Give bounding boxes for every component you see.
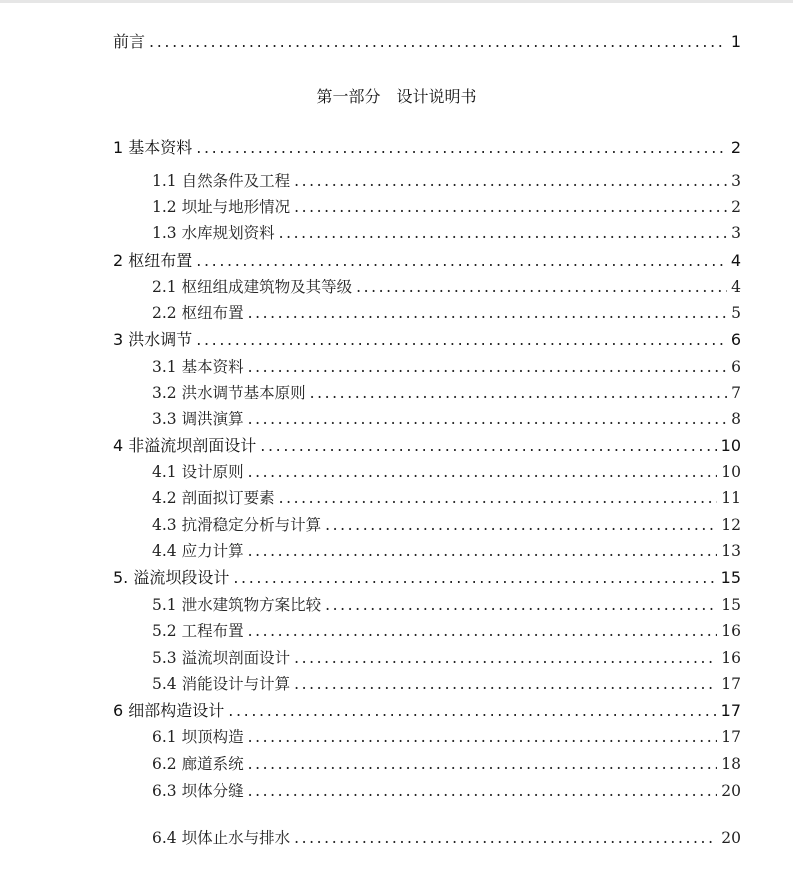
toc-dot-leader: [248, 302, 728, 324]
page-top-border: [0, 0, 793, 3]
toc-page-number: 2: [730, 138, 741, 157]
toc-dot-leader: [325, 514, 717, 536]
toc-entry-label: 3.1 基本资料: [152, 358, 244, 376]
toc-entry-label: 5. 溢流坝段设计: [113, 568, 230, 587]
toc-page-number: 10: [721, 463, 741, 481]
toc-page-number: 1: [730, 32, 741, 51]
toc-page-number: 5: [731, 304, 741, 322]
toc-chapter-entry[interactable]: [113, 567, 741, 589]
toc-entry-label: 5.4 消能设计与计算: [152, 675, 291, 693]
toc-subentry[interactable]: [152, 461, 741, 483]
toc-page-number: 8: [731, 410, 741, 428]
toc-subentry[interactable]: [152, 408, 741, 430]
toc-entry-label: 6 细部构造设计: [113, 701, 225, 720]
toc-dot-leader: [356, 276, 727, 298]
toc-entry-label: 5.2 工程布置: [152, 622, 244, 640]
toc-page-number: 10: [720, 436, 741, 455]
toc-page-number: 20: [721, 782, 741, 800]
toc-entry-label: 2 枢纽布置: [113, 251, 193, 270]
toc-page-number: 6: [731, 358, 741, 376]
toc-dot-leader: [294, 673, 717, 695]
toc-dot-leader: [325, 594, 717, 616]
toc-subentry[interactable]: [152, 827, 741, 849]
toc-page-number: 2: [731, 198, 741, 216]
toc-entry-label: 4.1 设计原则: [152, 463, 244, 481]
toc-page-number: 16: [721, 649, 741, 667]
toc-page-number: 20: [721, 829, 741, 847]
toc-entry-label: 4.3 抗滑稳定分析与计算: [152, 516, 322, 534]
toc-subentry[interactable]: [152, 356, 741, 378]
toc-subentry[interactable]: [152, 276, 741, 298]
toc-entry-label: 6.1 坝顶构造: [152, 728, 244, 746]
toc-chapter-entry[interactable]: [113, 137, 741, 159]
toc-dot-leader: [149, 31, 727, 53]
toc-page-number: 13: [721, 542, 741, 560]
toc-entry-label: 3.3 调洪演算: [152, 410, 244, 428]
toc-page-number: 11: [721, 489, 741, 507]
toc-subentry[interactable]: [152, 780, 741, 802]
toc-page-number: 17: [721, 675, 741, 693]
toc-dot-leader: [294, 827, 717, 849]
toc-subentry[interactable]: [152, 302, 741, 324]
toc-page-number: 18: [721, 755, 741, 773]
toc-dot-leader: [260, 435, 716, 457]
toc-page-number: 15: [720, 568, 741, 587]
toc-page-number: 16: [721, 622, 741, 640]
toc-dot-leader: [248, 540, 718, 562]
toc-page-number: 12: [721, 516, 741, 534]
toc-dot-leader: [248, 356, 728, 378]
toc-subentry[interactable]: [152, 514, 741, 536]
toc-chapter-entry[interactable]: [113, 329, 741, 351]
toc-entry-label: 3.2 洪水调节基本原则: [152, 384, 306, 402]
toc-entry-label: 3 洪水调节: [113, 330, 193, 349]
toc-subentry[interactable]: [152, 487, 741, 509]
toc-entry-label: 1.2 坝址与地形情况: [152, 198, 291, 216]
toc-page-number: 15: [721, 596, 741, 614]
toc-page-number: 3: [731, 172, 741, 190]
toc-subentry[interactable]: [152, 620, 741, 642]
toc-subentry[interactable]: [152, 726, 741, 748]
toc-subentry[interactable]: [152, 196, 741, 218]
toc-entry-label: 2.1 枢纽组成建筑物及其等级: [152, 278, 353, 296]
toc-dot-leader: [228, 700, 716, 722]
toc-dot-leader: [294, 196, 727, 218]
toc-subentry[interactable]: [152, 540, 741, 562]
toc-entry-label: 4.4 应力计算: [152, 542, 244, 560]
toc-dot-leader: [248, 620, 718, 642]
toc-subentry[interactable]: [152, 222, 741, 244]
toc-dot-leader: [248, 780, 718, 802]
toc-entry-label: 5.3 溢流坝剖面设计: [152, 649, 291, 667]
toc-chapter-entry[interactable]: [113, 250, 741, 272]
toc-entry-label: 5.1 泄水建筑物方案比较: [152, 596, 322, 614]
toc-dot-leader: [279, 487, 718, 509]
toc-page-number: 4: [730, 251, 741, 270]
toc-entry-preface[interactable]: [113, 31, 741, 53]
toc-dot-leader: [196, 250, 727, 272]
toc-subentry[interactable]: [152, 170, 741, 192]
toc-subentry[interactable]: [152, 647, 741, 669]
toc-page-number: 4: [731, 278, 741, 296]
toc-entry-label: 4.2 剖面拟订要素: [152, 489, 275, 507]
toc-entry-label: 1 基本资料: [113, 138, 193, 157]
toc-dot-leader: [248, 726, 718, 748]
toc-subentry[interactable]: [152, 753, 741, 775]
toc-chapter-entry[interactable]: [113, 700, 741, 722]
part-title: 第一部分 设计说明书: [316, 87, 477, 106]
toc-subentry[interactable]: [152, 594, 741, 616]
toc-entry-label: 4 非溢流坝剖面设计: [113, 436, 257, 455]
toc-page-number: 3: [731, 224, 741, 242]
toc-dot-leader: [248, 753, 718, 775]
toc-entry-label: 1.3 水库规划资料: [152, 224, 275, 242]
toc-subentry[interactable]: [152, 382, 741, 404]
toc-dot-leader: [196, 137, 727, 159]
toc-dot-leader: [233, 567, 716, 589]
toc-dot-leader: [248, 408, 728, 430]
toc-dot-leader: [294, 170, 727, 192]
toc-dot-leader: [294, 647, 717, 669]
toc-dot-leader: [279, 222, 728, 244]
toc-entry-label: 6.4 坝体止水与排水: [152, 829, 291, 847]
toc-entry-label: 1.1 自然条件及工程: [152, 172, 291, 190]
toc-entry-label: 2.2 枢纽布置: [152, 304, 244, 322]
toc-page-number: 17: [720, 701, 741, 720]
toc-entry-label: 6.2 廊道系统: [152, 755, 244, 773]
toc-dot-leader: [196, 329, 727, 351]
toc-dot-leader: [310, 382, 728, 404]
toc-subentry[interactable]: [152, 673, 741, 695]
toc-dot-leader: [248, 461, 718, 483]
toc-entry-label: 前言: [113, 32, 146, 51]
toc-page-number: 6: [730, 330, 741, 349]
toc-entry-label: 6.3 坝体分缝: [152, 782, 244, 800]
toc-page-number: 7: [731, 384, 741, 402]
toc-page-number: 17: [721, 728, 741, 746]
toc-chapter-entry[interactable]: [113, 435, 741, 457]
